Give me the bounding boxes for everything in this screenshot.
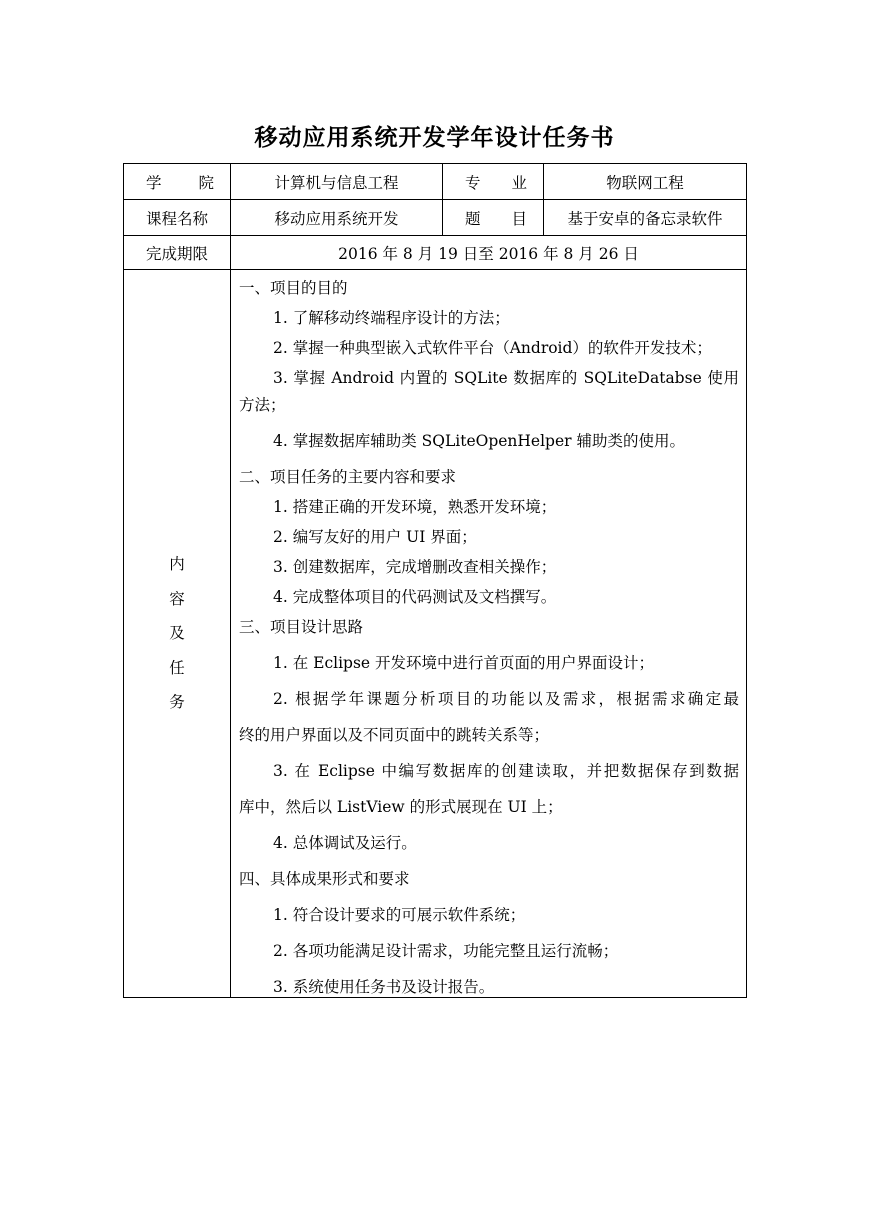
- task-table: [123, 163, 747, 998]
- course-label: 课程名称: [124, 200, 231, 236]
- list-item: 1. 符合设计要求的可展示软件系统；: [273, 906, 526, 924]
- topic-label: 题 目: [443, 200, 544, 236]
- list-item: 4. 总体调试及运行。: [273, 834, 417, 852]
- list-item: 1. 了解移动终端程序设计的方法；: [273, 309, 510, 327]
- list-item: 2. 各项功能满足设计需求，功能完整且运行流畅；: [273, 942, 619, 960]
- list-item: 1. 搭建正确的开发环境，熟悉开发环境；: [273, 498, 557, 516]
- content-body: [231, 270, 747, 998]
- document-title: 移动应用系统开发学年设计任务书: [254, 124, 615, 151]
- period-value: 2016 年 8 月 19 日至 2016 年 8 月 26 日: [231, 236, 747, 270]
- major-value: 物联网工程: [544, 164, 747, 200]
- list-item: 3. 创建数据库，完成增删改查相关操作；: [273, 558, 557, 576]
- topic-value: 基于安卓的备忘录软件: [544, 200, 747, 236]
- section-heading: 二、项目任务的主要内容和要求: [239, 468, 457, 486]
- list-item: 3. 掌握 Android 内置的 SQLite 数据库的 SQLiteDatabse 使用: [273, 369, 739, 387]
- period-label: 完成期限: [124, 236, 231, 270]
- side-char: 内: [169, 555, 185, 574]
- section-heading: 四、具体成果形式和要求: [239, 870, 410, 888]
- side-char: 容: [169, 589, 185, 608]
- list-item: 2. 根据学年课题分析项目的功能以及需求，根据需求确定最: [273, 690, 739, 708]
- list-item-continued: 终的用户界面以及不同页面中的跳转关系等；: [239, 726, 550, 744]
- list-item: 2. 掌握一种典型嵌入式软件平台（Android）的软件开发技术；: [273, 339, 712, 357]
- section-heading: 三、项目设计思路: [239, 618, 364, 636]
- list-item: 4. 掌握数据库辅助类 SQLiteOpenHelper 辅助类的使用。: [273, 432, 685, 450]
- course-value: 移动应用系统开发: [231, 200, 443, 236]
- row-course: [124, 200, 747, 236]
- college-value: 计算机与信息工程: [231, 164, 443, 200]
- section-heading: 一、项目的目的: [239, 279, 348, 297]
- row-college: [124, 164, 747, 200]
- list-item: 2. 编写友好的用户 UI 界面；: [273, 528, 477, 546]
- list-item: 1. 在 Eclipse 开发环境中进行首页面的用户界面设计；: [273, 654, 655, 672]
- list-item-continued: 库中，然后以 ListView 的形式展现在 UI 上；: [239, 798, 563, 816]
- list-item: 3. 系统使用任务书及设计报告。: [273, 978, 495, 996]
- list-item: 4. 完成整体项目的代码测试及文档撰写。: [273, 588, 557, 606]
- side-char: 务: [169, 693, 185, 712]
- college-label: 学 院: [124, 164, 231, 200]
- row-content: [124, 270, 747, 998]
- content-side-label: [124, 270, 231, 998]
- list-item: 3. 在 Eclipse 中编写数据库的创建读取，并把数据保存到数据: [273, 762, 739, 780]
- row-period: [124, 236, 747, 270]
- side-char: 及: [169, 624, 185, 643]
- list-item-continued: 方法；: [239, 396, 286, 414]
- side-char: 任: [169, 658, 185, 677]
- major-label: 专 业: [443, 164, 544, 200]
